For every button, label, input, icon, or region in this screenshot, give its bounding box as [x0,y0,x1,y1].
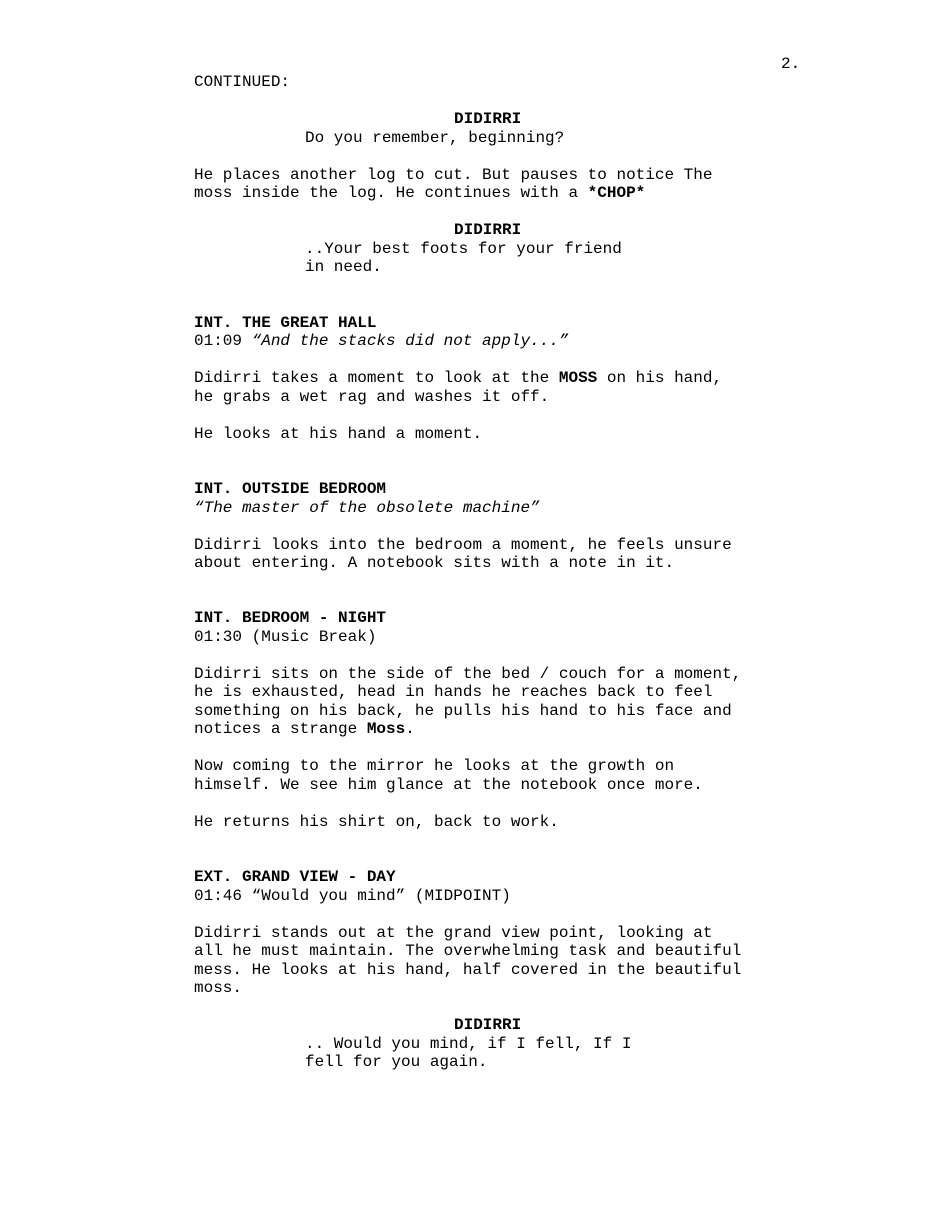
action-text: notices a strange [194,720,367,738]
scene-heading: INT. OUTSIDE BEDROOM [194,480,387,498]
action-text: Didirri takes a moment to look at the [194,369,559,387]
scene-timecode [194,332,568,351]
action-line: He places another log to cut. But pauses to notice The [194,166,713,184]
scene-timecode: 01:46 “Would you mind” (MIDPOINT) [194,887,511,905]
dialogue-line: .. Would you mind, if I fell, If I [305,1035,632,1053]
sound-effect: *CHOP* [587,184,646,202]
dialogue-line: in need. [305,258,382,276]
action-text: . [405,720,415,738]
emphasis-text: MOSS [558,369,598,387]
action-text: on his hand, [597,369,723,387]
page-number: 2. [781,55,801,73]
action-line: all he must maintain. The overwhelming task and beautiful [194,942,742,960]
action-line: Didirri looks into the bedroom a moment, he feels unsure [194,536,732,554]
scene-heading: INT. BEDROOM - NIGHT [194,609,387,627]
action-line: mess. He looks at his hand, half covered in the beautiful [194,961,742,979]
action-line: Now coming to the mirror he looks at the growth on [194,757,675,775]
timecode: 01:09 [194,332,252,350]
action-line [194,720,415,739]
action-line: He looks at his hand a moment. [194,425,483,443]
character-name: DIDIRRI [454,221,522,239]
action-line [194,184,645,203]
scene-heading: EXT. GRAND VIEW - DAY [194,868,396,886]
action-line: Didirri stands out at the grand view point, looking at [194,924,713,942]
action-line: moss. [194,979,243,997]
scene-heading: INT. THE GREAT HALL [194,314,377,332]
action-line: himself. We see him glance at the notebook once more. [194,776,703,794]
action-line: something on his back, he pulls his hand to his face and [194,702,732,720]
action-line: he is exhausted, head in hands he reaches back to feel [194,683,713,701]
lyric-quote: “The master of the obsolete machine” [194,499,540,517]
action-line: he grabs a wet rag and washes it off. [194,388,550,406]
dialogue-line: Do you remember, beginning? [305,129,565,147]
continued-label: CONTINUED: [194,73,291,91]
emphasis-text: Moss [366,720,406,738]
action-text: moss inside the log. He continues with a [194,184,588,202]
lyric-quote: “And the stacks did not apply...” [251,332,569,350]
character-name: DIDIRRI [454,1016,522,1034]
character-name: DIDIRRI [454,110,522,128]
scene-timecode: 01:30 (Music Break) [194,628,377,646]
dialogue-line: ..Your best foots for your friend [305,240,622,258]
action-line: Didirri sits on the side of the bed / couch for a moment, [194,665,742,683]
dialogue-line: fell for you again. [305,1053,488,1071]
action-line [194,369,722,388]
action-line: about entering. A notebook sits with a note in it. [194,554,675,572]
action-line: He returns his shirt on, back to work. [194,813,559,831]
